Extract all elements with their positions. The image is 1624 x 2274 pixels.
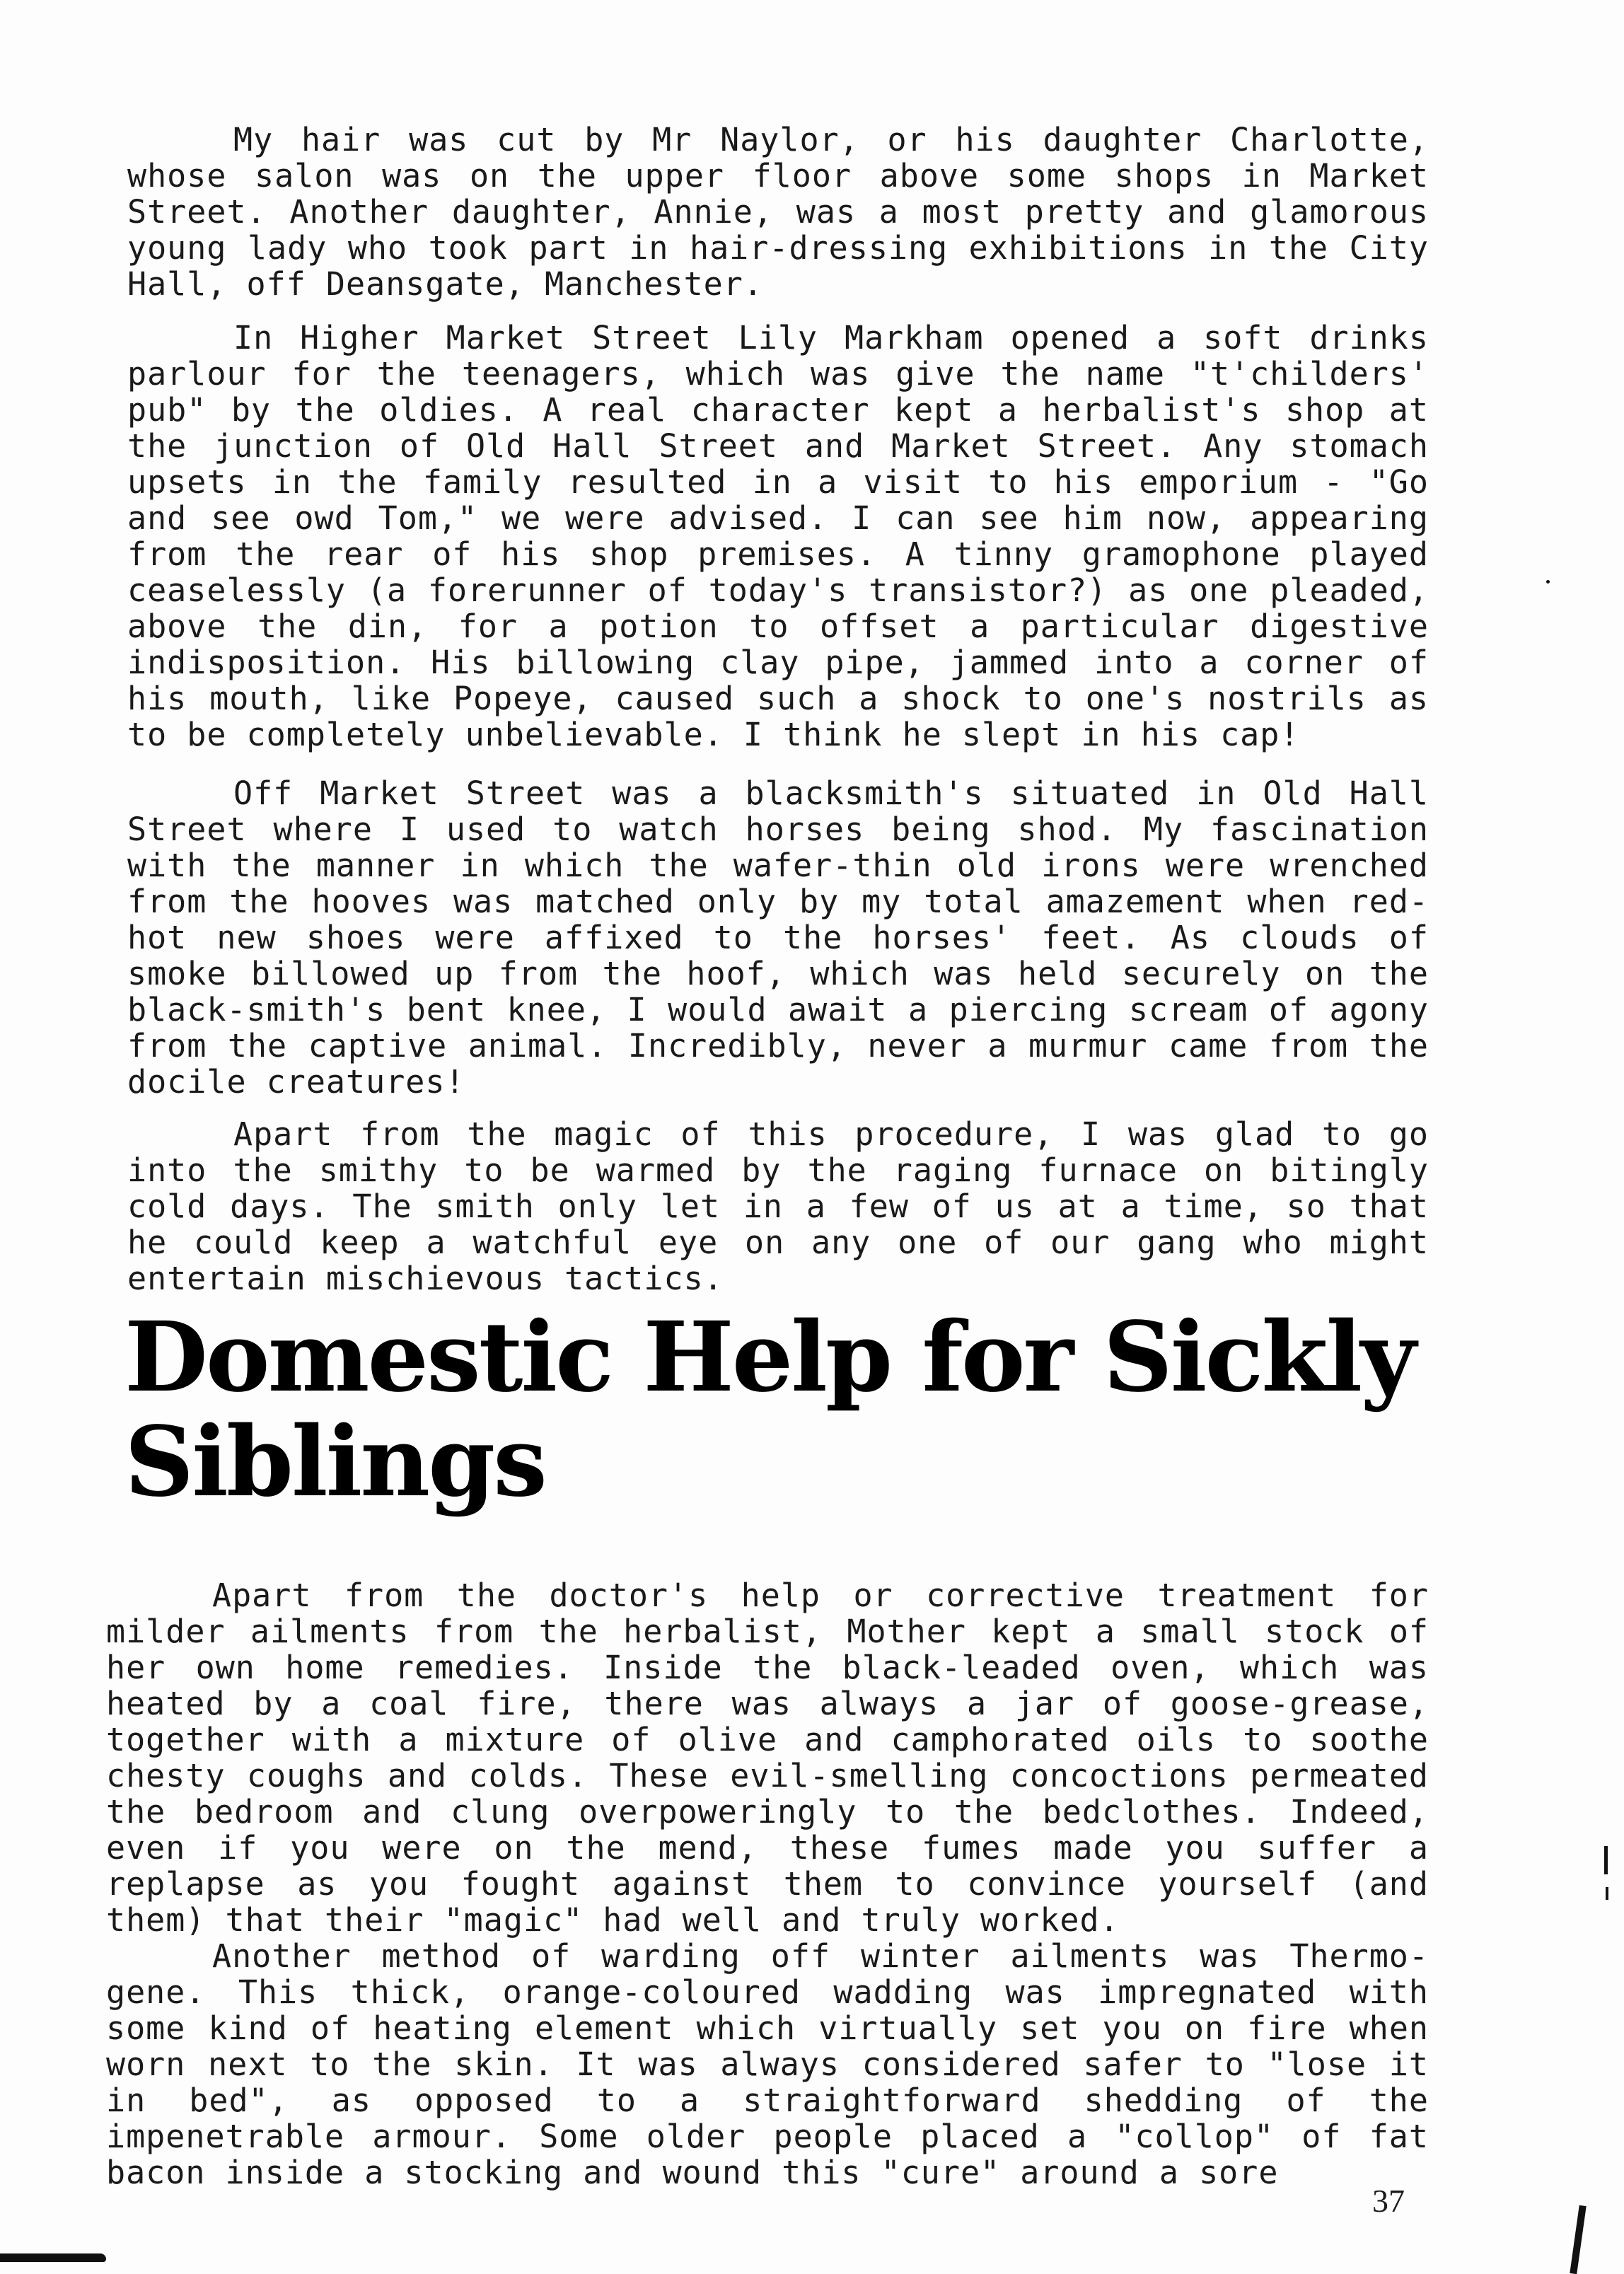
scan-artifact-right-edge	[1604, 1846, 1608, 1874]
scan-artifact-bottom-left	[0, 2253, 106, 2262]
paragraph-text: Apart from the doctor's help or corrective treatment for milder ailments from the herbalist, Mother kept a small stock of her own home remedies. Inside the black-leaded oven, which was heated by a coal fire, there was always a jar of goose-grease, together with a mixture of olive and camphorated oils to soothe chesty coughs and colds. These evil-smelling concoctions permeated the bedroom and clung overpoweringly to the bedclothes. Indeed, even if you were on the mend, these fumes made you suffer a replapse as you fought against them to convince yourself (and them) that their "magic" had well and truly worked.	[106, 1577, 1429, 1939]
paragraph-home-remedies	[106, 1577, 1429, 1938]
paragraph-blacksmith	[127, 775, 1429, 1100]
paragraph-text: Apart from the magic of this procedure, I was glad to go into the smithy to be warmed by the raging furnace on bitingly cold days. The smith only let in a few of us at a time, so that he could keep a watchful eye on any one of our gang who might entertain mischievous tactics.	[127, 1115, 1429, 1297]
paragraph-herbalist	[127, 320, 1429, 753]
paragraph-text: My hair was cut by Mr Naylor, or his daughter Charlotte, whose salon was on the upper floor above some shops in Market Street. Another daughter, Annie, was a most pretty and glamorous young lady who took part in hair-dressing exhibitions in the City Hall, off Deansgate, Manchester.	[127, 121, 1429, 303]
paragraph-text: Another method of warding off winter ailments was Thermo-gene. This thick, orange-coloured wadding was impregnated with some kind of heating element which virtually set you on fire when worn next to the skin. It was always considered safer to "lose it in bed", as opposed to a straightforward shedding of the impenetrable armour. Some older people placed a "collop" of fat bacon inside a stocking and wound this "cure" around a sore	[106, 1937, 1429, 2191]
page-number: 37	[1372, 2183, 1405, 2219]
scan-artifact-right-edge	[1606, 1887, 1608, 1900]
paragraph-text: Off Market Street was a blacksmith's situated in Old Hall Street where I used to watch horses being shod. My fascination with the manner in which the wafer-thin old irons were wrenched from the hooves was matched only by my total amazement when red-hot new shoes were affixed to the horses' feet. As clouds of smoke billowed up from the hoof, which was held securely on the black-smith's bent knee, I would await a piercing scream of agony from the captive animal. Incredibly, never a murmur came from the docile creatures!	[127, 775, 1429, 1101]
paragraph-hairdresser	[127, 122, 1429, 302]
paragraph-text: In Higher Market Street Lily Markham opened a soft drinks parlour for the teenagers, which was give the name "t'childers' pub" by the oldies. A real character kept a herbalist's shop at the junction of Old Hall Street and Market Street. Any stomach upsets in the family resulted in a visit to his emporium - "Go and see owd Tom," we were advised. I can see him now, appearing from the rear of his shop premises. A tinny gramophone played ceaselessly (a forerunner of today's transistor?) as one pleaded, above the din, for a potion to offset a particular digestive indisposition. His billowing clay pipe, jammed into a corner of his mouth, like Popeye, caused such a shock to one's nostrils as to be completely unbelievable. I think he slept in his cap!	[127, 319, 1429, 753]
section-heading: Domestic Help for Sickly Siblings	[124, 1301, 1415, 1519]
scan-artifact-bottom-right	[1570, 2205, 1586, 2274]
scan-artifact-dot	[1546, 580, 1550, 584]
paragraph-smithy	[127, 1116, 1429, 1296]
paragraph-thermogene	[106, 1938, 1429, 2191]
